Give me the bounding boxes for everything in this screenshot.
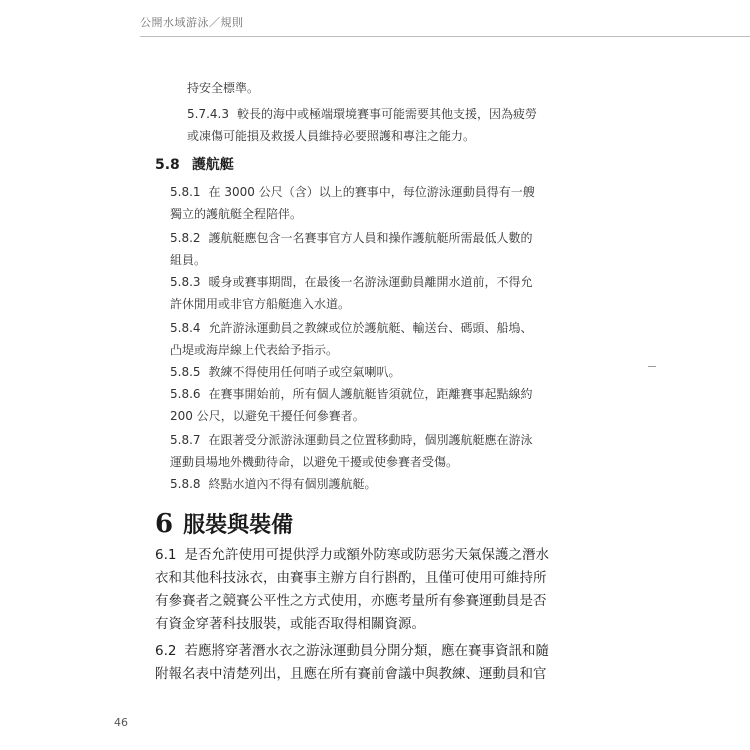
para-number: 6.1 [155, 547, 177, 563]
item-text: 在跟著受分派游泳運動員之位置移動時，個別護航艇應在游泳 [208, 433, 533, 447]
item-text: 允許游泳運動員之教練或位於護航艇、輸送台、碼頭、船塢、 [208, 321, 533, 335]
book-page [100, 0, 750, 750]
paragraph-line: 衣和其他科技泳衣，由賽事主辦方自行斟酌，且僅可使用可維持所 [155, 570, 547, 586]
chapter-title: 服裝與裝備 [183, 512, 294, 538]
header-rule [140, 36, 750, 37]
item-number: 5.8.5 [170, 365, 201, 379]
section-title: 護航艇 [191, 157, 234, 173]
list-item [170, 180, 630, 204]
item-number: 5.7.4.3 [187, 107, 229, 121]
item-text: 在賽事開始前，所有個人護航艇皆須就位，距離賽事起點線約 [208, 387, 533, 401]
item-number: 5.8.2 [170, 231, 201, 245]
list-item [170, 226, 630, 250]
para-text: 是否允許使用可提供浮力或額外防寒或防惡劣天氣保護之潛水 [184, 547, 549, 563]
margin-mark [648, 366, 656, 367]
paragraph-line: 有資金穿著科技服裝，或能否取得相關資源。 [155, 616, 425, 632]
chapter-heading [155, 508, 293, 539]
list-item-cont: 組員。 [170, 253, 207, 267]
list-item [170, 360, 630, 384]
para-number: 6.2 [155, 643, 177, 659]
item-text: 在 3000 公尺（含）以上的賽事中，每位游泳運動員得有一艘 [208, 185, 535, 199]
list-item [170, 472, 630, 496]
list-item-cont: 200 公尺，以避免干擾任何參賽者。 [170, 409, 365, 423]
running-head: 公開水域游泳／規則 [140, 16, 244, 29]
list-item-cont: 運動員場地外機動待命，以避免干擾或使參賽者受傷。 [170, 455, 459, 469]
item-text: 護航艇應包含一名賽事官方人員和操作護航艇所需最低人數的 [208, 231, 533, 245]
item-text: 較長的海中或極端環境賽事可能需要其他支援，因為疲勞 [236, 107, 537, 121]
item-5743-line1 [187, 102, 627, 126]
item-text: 教練不得使用任何哨子或空氣喇叭。 [208, 365, 401, 379]
item-text: 終點水道內不得有個別護航艇。 [208, 477, 377, 491]
list-item [170, 270, 630, 294]
section-heading [155, 154, 234, 174]
list-item-cont: 凸堤或海岸線上代表給予指示。 [170, 343, 339, 357]
item-5743-line2: 或凍傷可能損及救援人員維持必要照護和專注之能力。 [187, 129, 476, 143]
item-number: 5.8.3 [170, 275, 201, 289]
item-number: 5.8.8 [170, 477, 201, 491]
section-number: 5.8 [155, 157, 180, 173]
para-text: 若應將穿著潛水衣之游泳運動員分開分類，應在賽事資訊和隨 [184, 643, 549, 659]
paragraph-line: 附報名表中清楚列出，且應在所有賽前會議中與教練、運動員和官 [155, 666, 547, 682]
paragraph-line: 有參賽者之競賽公平性之方式使用，亦應考量所有參賽運動員是否 [155, 593, 547, 609]
paragraph-line [155, 544, 630, 567]
item-text: 暖身或賽事期間，在最後一名游泳運動員離開水道前，不得允 [208, 275, 533, 289]
list-item [170, 428, 630, 452]
item-number: 5.8.4 [170, 321, 201, 335]
item-number: 5.8.6 [170, 387, 201, 401]
paragraph-line [155, 640, 630, 663]
list-item [170, 316, 630, 340]
page-number: 46 [114, 716, 128, 729]
chapter-number: 6 [155, 509, 174, 539]
continuation-text: 持安全標準。 [187, 81, 260, 95]
list-item-cont: 獨立的護航艇全程陪伴。 [170, 207, 303, 221]
list-item [170, 382, 630, 406]
item-number: 5.8.1 [170, 185, 201, 199]
item-number: 5.8.7 [170, 433, 201, 447]
list-item-cont: 許休閒用或非官方船艇進入水道。 [170, 297, 351, 311]
